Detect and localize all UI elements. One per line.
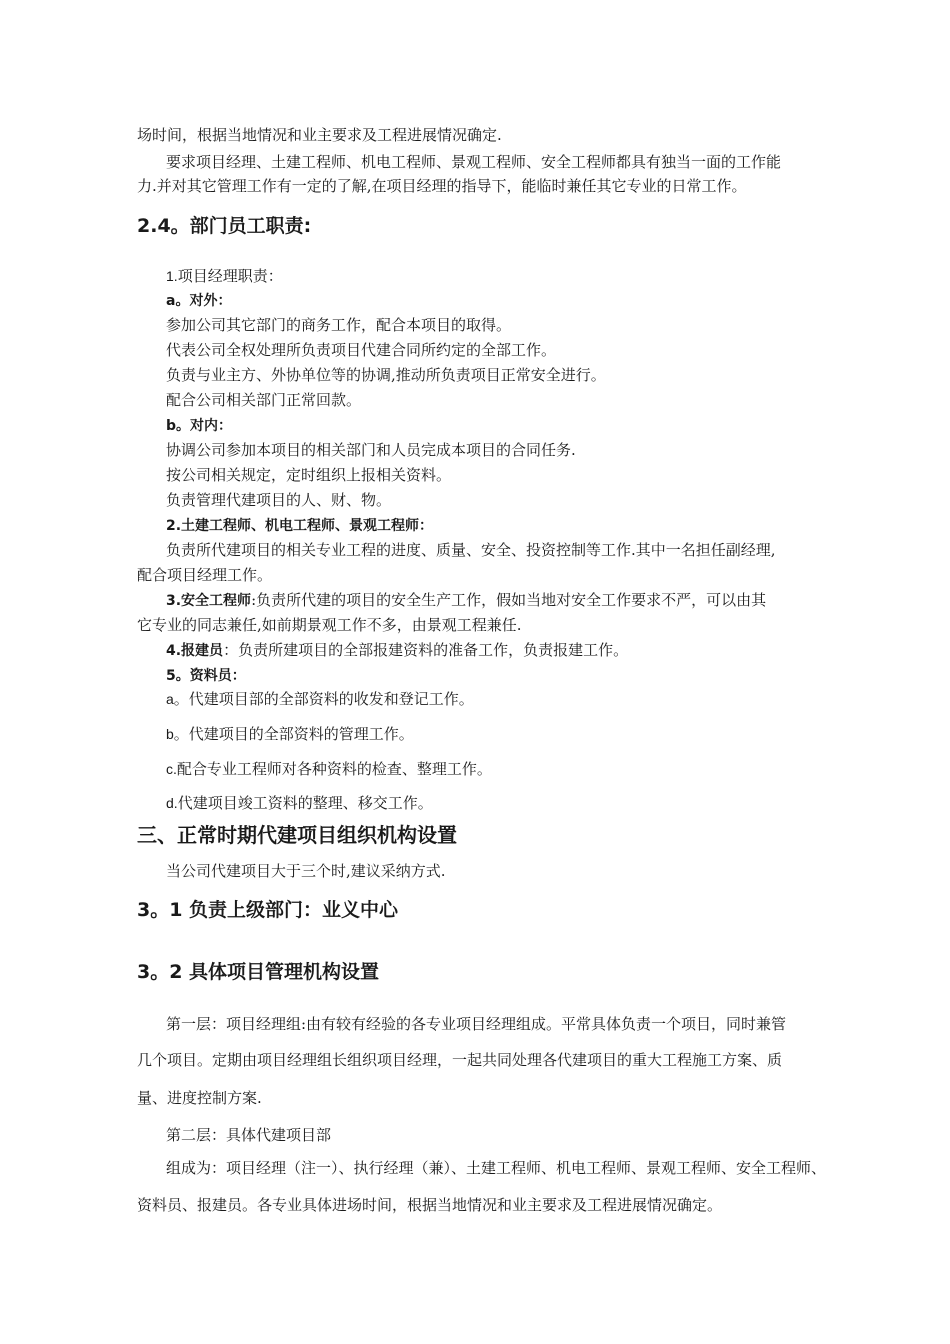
list-number: 1. (166, 268, 178, 284)
list-letter: d. (166, 795, 178, 811)
list-item (166, 265, 283, 287)
paragraph-line: 负责与业主方、外协单位等的协调,推动所负责项目正常安全进行。 (166, 366, 606, 384)
section-heading-3-2: 3。2 具体项目管理机构设置 (137, 961, 380, 983)
paragraph-line: 按公司相关规定，定时组织上报相关资料。 (166, 466, 452, 484)
paragraph-line: 负责所代建项目的相关专业工程的进度、质量、安全、投资控制等工作.其中一名担任副经理, (166, 541, 776, 559)
paragraph-line: 参加公司其它部门的商务工作，配合本项目的取得。 (166, 316, 512, 334)
paragraph-line: 要求项目经理、土建工程师、机电工程师、景观工程师、安全工程师都具有独当一面的工作能 (166, 153, 782, 171)
role-label: 3.安全工程师 (166, 593, 252, 609)
paragraph-line: 资料员、报建员。各专业具体进场时间，根据当地情况和业主要求及工程进展情况确定。 (137, 1196, 723, 1214)
list-letter: b (166, 726, 174, 742)
subheading-text: a。对外： (166, 293, 232, 309)
list-text: 代建项目竣工资料的整理、移交工作。 (177, 794, 433, 812)
paragraph-line (166, 589, 766, 612)
list-item (166, 758, 492, 780)
subheading-text: b。对内： (166, 418, 233, 434)
subheading (166, 414, 232, 437)
list-item (166, 792, 433, 814)
paragraph-line: 它专业的同志兼任,如前期景观工作不多，由景观工程兼任. (137, 616, 522, 634)
paragraph-line: 第二层：具体代建项目部 (166, 1126, 332, 1144)
list-letter: a (166, 691, 174, 707)
subheading (166, 514, 433, 537)
list-item (166, 723, 414, 745)
list-item (166, 688, 474, 710)
subheading (166, 289, 231, 312)
paragraph-line: 配合公司相关部门正常回款。 (166, 391, 362, 409)
paragraph-line: 场时间，根据当地情况和业主要求及工程进展情况确定. (137, 126, 502, 144)
role-label: 4.报建员 (166, 643, 224, 659)
chapter-heading-3: 三、正常时期代建项目组织机构设置 (137, 823, 457, 847)
paragraph-line: 力.并对其它管理工作有一定的了解,在项目经理的指导下，能临时兼任其它专业的日常工作。 (137, 177, 747, 195)
section-heading-2-4: 2.4。部门员工职责: (137, 215, 312, 237)
paragraph-line: 配合项目经理工作。 (137, 566, 273, 584)
subheading-text: 5。资料员： (166, 668, 246, 684)
list-text: 项目经理职责： (177, 267, 283, 285)
role-description: ：负责所建项目的全部报建资料的准备工作，负责报建工作。 (223, 641, 629, 659)
section-heading-3-1: 3。1 负责上级部门：业义中心 (137, 899, 399, 921)
paragraph-line: 几个项目。定期由项目经理组长组织项目经理，一起共同处理各代建项目的重大工程施工方案、质 (137, 1051, 783, 1069)
role-description: :负责所代建的项目的安全生产工作，假如当地对安全工作要求不严，可以由其 (251, 591, 767, 609)
paragraph-line: 组成为：项目经理（注一）、执行经理（兼）、土建工程师、机电工程师、景观工程师、安全工程师、 (166, 1159, 827, 1177)
paragraph-line: 第一层：项目经理组:由有较有经验的各专业项目经理组成。平常具体负责一个项目，同时兼管 (166, 1015, 787, 1033)
paragraph-line: 负责管理代建项目的人、财、物。 (166, 491, 392, 509)
subheading (166, 664, 246, 687)
paragraph-line (166, 639, 628, 662)
paragraph-line: 量、进度控制方案. (137, 1089, 262, 1107)
paragraph-line: 当公司代建项目大于三个时,建议采纳方式. (166, 862, 446, 880)
list-letter: c. (166, 761, 177, 777)
subheading-text: 2.土建工程师、机电工程师、景观工程师： (166, 518, 434, 534)
list-text: 。代建项目的全部资料的管理工作。 (173, 725, 414, 743)
list-text: 配合专业工程师对各种资料的检查、整理工作。 (176, 760, 492, 778)
paragraph-line: 协调公司参加本项目的相关部门和人员完成本项目的合同任务. (166, 441, 576, 459)
list-text: 。代建项目部的全部资料的收发和登记工作。 (173, 690, 474, 708)
paragraph-line: 代表公司全权处理所负责项目代建合同所约定的全部工作。 (166, 341, 557, 359)
